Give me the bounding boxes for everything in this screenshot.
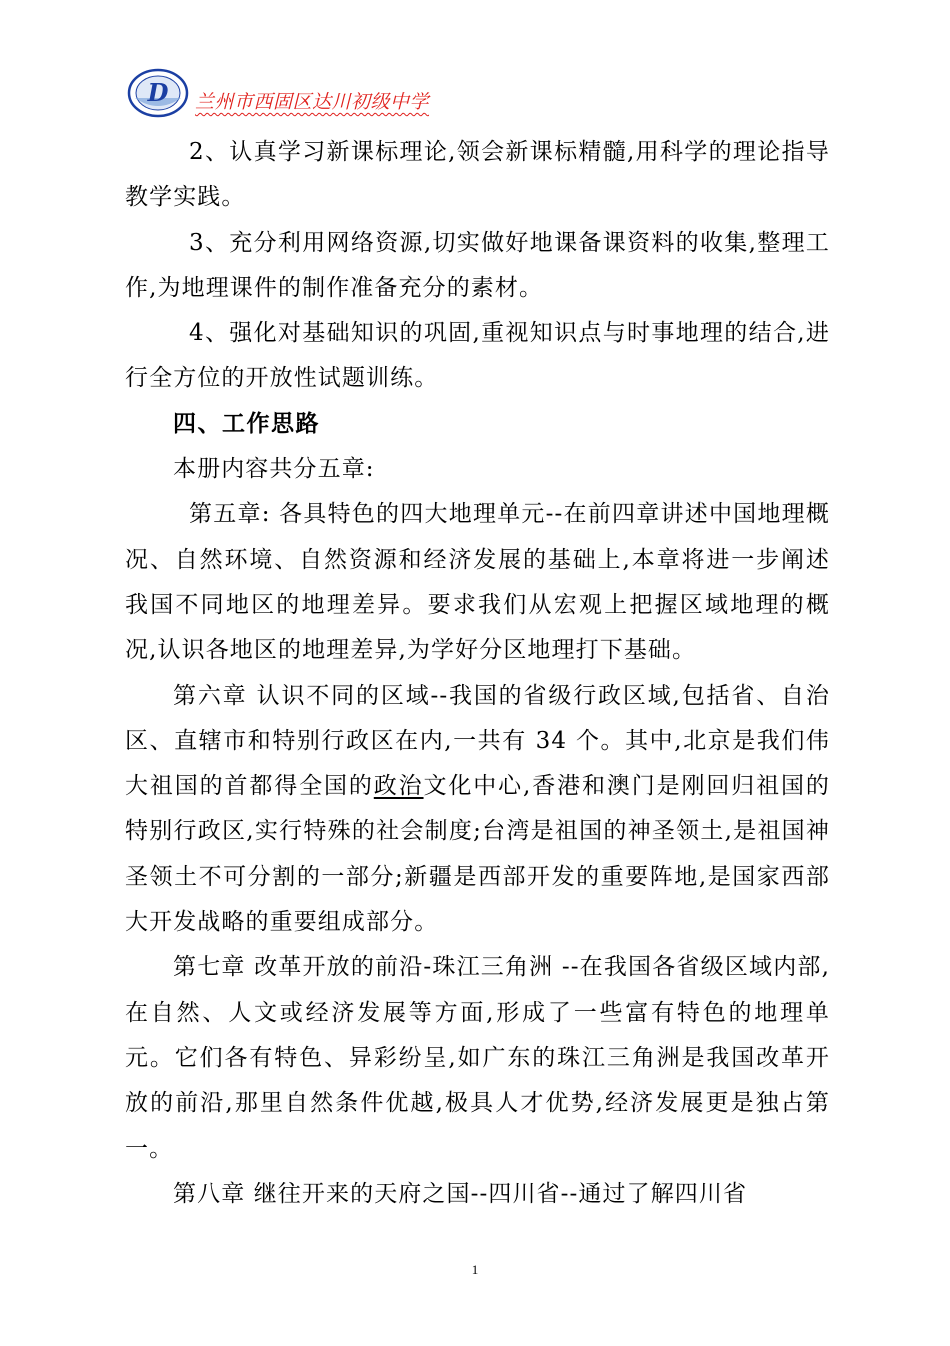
logo-letter: D <box>147 78 169 107</box>
document-header <box>127 68 827 118</box>
page-number: 1 <box>471 1262 479 1277</box>
paragraph-item-2: 2、认真学习新课标理论,领会新课标精髓,用科学的理论指导教学实践。 <box>125 139 830 211</box>
chapter-5-paragraph: 第五章: 各具特色的四大地理单元--在前四章讲述中国地理概况、自然环境、自然资源和经济发展的基础上,本章将进一步阐述我国不同地区的地理差异。要求我们从宏观上把握区域地理的概况,认识各地区的地理差异,为学好分区地理打下基础。 <box>125 501 830 664</box>
chapter-6-paragraph <box>125 674 830 946</box>
chapter-8-paragraph: 第八章 继往开来的天府之国--四川省--通过了解四川省 <box>173 1180 748 1207</box>
document-body <box>125 130 830 1217</box>
paragraph-item-4: 4、强化对基础知识的巩固,重视知识点与时事地理的结合,进行全方位的开放性试题训练。 <box>125 320 830 392</box>
chapter-6-text-start: 第六章 认识不同的区域--我国的省级行政区域,包括省、自治区、直辖市和特别行政区在内,一共有 34 个。其中,北京是我们伟大祖国的首都得全国的 <box>125 682 830 800</box>
paragraph-item-3: 3、充分利用网络资源,切实做好地课备课资料的收集,整理工作,为地理课件的制作准备充分的素材。 <box>125 229 830 301</box>
school-logo-icon <box>127 68 189 118</box>
section-heading: 四、工作思路 <box>173 410 320 437</box>
chapters-intro: 本册内容共分五章: <box>173 456 375 483</box>
school-name: 兰州市西固区达川初级中学 <box>195 91 430 113</box>
chapter-6-text-end: 文化中心,香港和澳门是刚回归祖国的特别行政区,实行特殊的社会制度;台湾是祖国的神圣领土,是祖国神圣领土不可分割的一部分;新疆是西部开发的重要阵地,是国家西部大开发战略的重要组成部分。 <box>125 773 831 936</box>
chapter-7-paragraph: 第七章 改革开放的前沿-珠江三角洲 --在我国各省级区域内部,在自然、人文或经济发展等方面,形成了一些富有特色的地理单元。它们各有特色、异彩纷呈,如广东的珠江三角洲是我国改革开放的前沿,那里自然条件优越,极具人才优势,经济发展更是独占第一。 <box>125 954 830 1162</box>
underlined-word: 政治 <box>373 773 424 800</box>
